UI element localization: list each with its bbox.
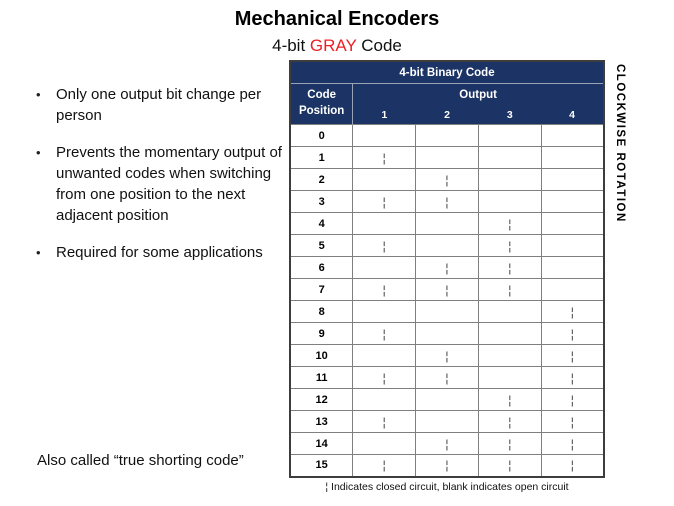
table-body bbox=[290, 125, 604, 477]
table-caption: ¦ Indicates closed circuit, blank indicates open circuit bbox=[325, 481, 569, 493]
output-cell-1 bbox=[353, 125, 416, 147]
table-row bbox=[290, 301, 604, 323]
output-cell-4 bbox=[541, 147, 604, 169]
output-cell-2 bbox=[416, 235, 479, 257]
clockwise-rotation-label: CLOCKWISE ROTATION bbox=[614, 64, 626, 223]
bullet-item bbox=[34, 242, 290, 263]
output-cell-4 bbox=[541, 257, 604, 279]
output-cell-4: ¦ bbox=[541, 411, 604, 433]
table-row bbox=[290, 191, 604, 213]
output-cell-2 bbox=[416, 411, 479, 433]
output-cell-1: ¦ bbox=[353, 279, 416, 301]
output-cell-3: ¦ bbox=[478, 389, 541, 411]
output-cell-3: ¦ bbox=[478, 279, 541, 301]
table-row bbox=[290, 213, 604, 235]
subtitle bbox=[0, 36, 674, 56]
table-row bbox=[290, 389, 604, 411]
output-cell-2: ¦ bbox=[416, 455, 479, 477]
bullet-list bbox=[34, 84, 290, 279]
output-cell-4: ¦ bbox=[541, 323, 604, 345]
table-row bbox=[290, 411, 604, 433]
output-cell-3 bbox=[478, 345, 541, 367]
output-cell-1: ¦ bbox=[353, 191, 416, 213]
bullet-item bbox=[34, 84, 290, 126]
output-cell-3: ¦ bbox=[478, 213, 541, 235]
output-cell-2 bbox=[416, 125, 479, 147]
output-cell-2: ¦ bbox=[416, 169, 479, 191]
table-row bbox=[290, 235, 604, 257]
bullet-icon: • bbox=[36, 145, 41, 160]
output-cell-4: ¦ bbox=[541, 433, 604, 455]
table-row bbox=[290, 433, 604, 455]
code-position-cell: 1 bbox=[290, 147, 353, 169]
output-cell-1 bbox=[353, 301, 416, 323]
table-row bbox=[290, 169, 604, 191]
output-cell-1: ¦ bbox=[353, 411, 416, 433]
output-cell-3 bbox=[478, 301, 541, 323]
output-cell-1 bbox=[353, 169, 416, 191]
footnote: Also called “true shorting code” bbox=[37, 452, 244, 469]
output-cell-3 bbox=[478, 323, 541, 345]
output-cell-4: ¦ bbox=[541, 367, 604, 389]
output-cell-4 bbox=[541, 213, 604, 235]
output-cell-1: ¦ bbox=[353, 323, 416, 345]
table-row bbox=[290, 455, 604, 477]
output-cell-4 bbox=[541, 125, 604, 147]
output-cell-1 bbox=[353, 345, 416, 367]
output-column-header-3: 3 bbox=[478, 106, 541, 125]
output-cell-2 bbox=[416, 389, 479, 411]
column-group-header-output: Output bbox=[353, 84, 604, 107]
bullet-text: Prevents the momentary output of unwanted codes when switching from one position to the next adjacent position bbox=[56, 144, 282, 224]
output-column-header-1: 1 bbox=[353, 106, 416, 125]
bullet-icon: • bbox=[36, 245, 41, 260]
table-header bbox=[290, 61, 604, 125]
output-cell-3: ¦ bbox=[478, 411, 541, 433]
output-cell-1 bbox=[353, 257, 416, 279]
subtitle-prefix: 4-bit bbox=[272, 36, 310, 55]
table-row bbox=[290, 147, 604, 169]
output-cell-2: ¦ bbox=[416, 433, 479, 455]
output-cell-2 bbox=[416, 213, 479, 235]
output-cell-1 bbox=[353, 213, 416, 235]
table-row bbox=[290, 345, 604, 367]
output-cell-3 bbox=[478, 125, 541, 147]
output-cell-2: ¦ bbox=[416, 257, 479, 279]
output-cell-3 bbox=[478, 147, 541, 169]
output-cell-2: ¦ bbox=[416, 345, 479, 367]
bullet-icon: • bbox=[36, 87, 41, 102]
table-row bbox=[290, 323, 604, 345]
output-cell-2: ¦ bbox=[416, 367, 479, 389]
bullet-text: Required for some applications bbox=[56, 244, 263, 261]
page-title: Mechanical Encoders bbox=[234, 8, 440, 30]
table-row bbox=[290, 257, 604, 279]
output-cell-3: ¦ bbox=[478, 433, 541, 455]
code-position-cell: 5 bbox=[290, 235, 353, 257]
binary-code-table bbox=[289, 60, 605, 478]
output-cell-1: ¦ bbox=[353, 147, 416, 169]
output-cell-3: ¦ bbox=[478, 455, 541, 477]
output-cell-4: ¦ bbox=[541, 389, 604, 411]
output-cell-3: ¦ bbox=[478, 235, 541, 257]
output-cell-2 bbox=[416, 301, 479, 323]
code-position-cell: 4 bbox=[290, 213, 353, 235]
output-cell-3 bbox=[478, 169, 541, 191]
table-row bbox=[290, 367, 604, 389]
code-position-cell: 13 bbox=[290, 411, 353, 433]
subtitle-highlight: GRAY bbox=[309, 36, 357, 55]
output-cell-2 bbox=[416, 147, 479, 169]
subtitle-suffix: Code bbox=[356, 36, 402, 55]
table-row bbox=[290, 279, 604, 301]
table-row bbox=[290, 125, 604, 147]
column-header-code-position: Code Position bbox=[290, 84, 353, 125]
output-cell-4 bbox=[541, 191, 604, 213]
output-cell-4: ¦ bbox=[541, 345, 604, 367]
code-position-cell: 15 bbox=[290, 455, 353, 477]
output-cell-1 bbox=[353, 389, 416, 411]
output-cell-2: ¦ bbox=[416, 191, 479, 213]
output-cell-4 bbox=[541, 279, 604, 301]
output-column-header-2: 2 bbox=[416, 106, 479, 125]
output-cell-2 bbox=[416, 323, 479, 345]
table-title: 4-bit Binary Code bbox=[290, 61, 604, 84]
output-cell-2: ¦ bbox=[416, 279, 479, 301]
code-position-cell: 3 bbox=[290, 191, 353, 213]
code-position-cell: 7 bbox=[290, 279, 353, 301]
output-cell-4 bbox=[541, 169, 604, 191]
output-cell-1: ¦ bbox=[353, 235, 416, 257]
output-cell-4 bbox=[541, 235, 604, 257]
code-position-cell: 10 bbox=[290, 345, 353, 367]
code-position-cell: 9 bbox=[290, 323, 353, 345]
code-position-cell: 0 bbox=[290, 125, 353, 147]
code-position-cell: 14 bbox=[290, 433, 353, 455]
output-cell-1: ¦ bbox=[353, 455, 416, 477]
output-cell-4: ¦ bbox=[541, 455, 604, 477]
output-column-header-4: 4 bbox=[541, 106, 604, 125]
output-cell-3 bbox=[478, 191, 541, 213]
bullet-item bbox=[34, 142, 290, 226]
output-cell-4: ¦ bbox=[541, 301, 604, 323]
code-position-cell: 6 bbox=[290, 257, 353, 279]
output-cell-3 bbox=[478, 367, 541, 389]
output-cell-3: ¦ bbox=[478, 257, 541, 279]
code-position-cell: 11 bbox=[290, 367, 353, 389]
output-cell-1: ¦ bbox=[353, 367, 416, 389]
code-position-cell: 8 bbox=[290, 301, 353, 323]
code-position-cell: 2 bbox=[290, 169, 353, 191]
code-position-cell: 12 bbox=[290, 389, 353, 411]
bullet-text: Only one output bit change per person bbox=[56, 86, 262, 124]
output-cell-1 bbox=[353, 433, 416, 455]
